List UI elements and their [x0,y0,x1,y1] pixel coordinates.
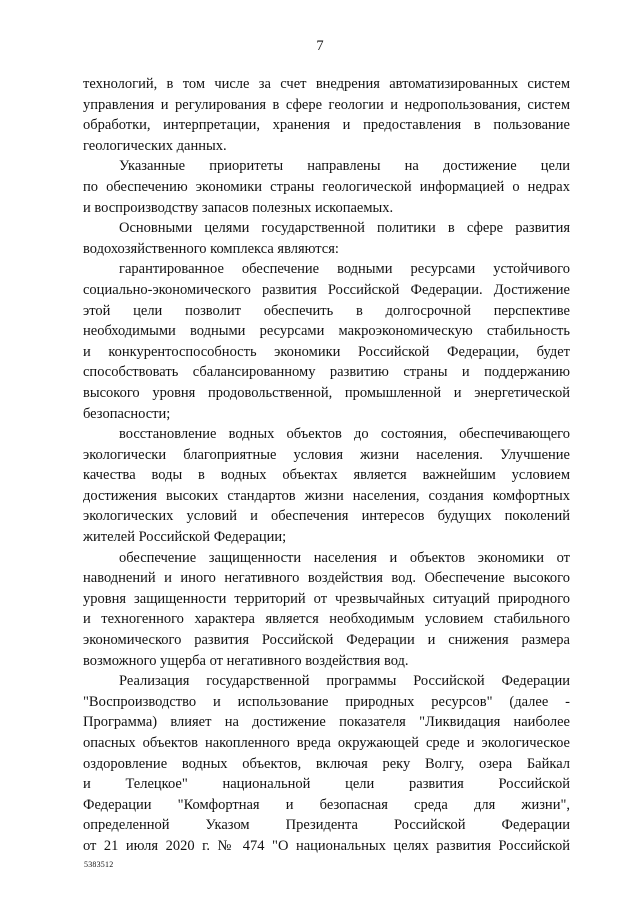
text-line: геологических данных. [83,137,227,154]
text-line: достижения высоких стандартов жизни населения, создания комфортных [83,487,570,504]
text-line: экономического развития Российской Федерации и снижения размера [83,632,570,649]
text-line: этой цели позволит обеспечить в долгосрочной перспективе [83,302,570,319]
text-line: Федерации "Комфортная и безопасная среда для жизни", [83,796,570,813]
text-line: и техногенного характера является необходимым условием стабильного [83,611,570,628]
text-line: высокого уровня продовольственной, промышленной и энергетической [83,384,570,401]
text-line: и Телецкое" национальной цели развития Российской [83,776,570,793]
paragraph [83,424,570,548]
page-number: 7 [316,38,324,54]
paragraph [83,671,570,856]
paragraph [83,548,570,672]
text-line: восстановление водных объектов до состояния, обеспечивающего [119,426,570,443]
document-id: 5383512 [84,860,114,869]
paragraph [83,156,570,218]
text-line: и воспроизводству запасов полезных ископаемых. [83,199,394,216]
paragraph [83,218,570,259]
text-line: социально-экономического развития Российской Федерации. Достижение [83,281,570,298]
paragraph [83,74,570,156]
document-body [83,74,570,857]
text-line: необходимыми водными ресурсами макроэкономическую стабильность [83,323,570,340]
text-line: способствовать сбалансированному развитию страны и поддержанию [83,364,570,381]
text-line: экологически благоприятные условия жизни населения. Улучшение [83,446,570,463]
text-line: Основными целями государственной политики в сфере развития [119,220,570,237]
text-line: обработки, интерпретации, хранения и предоставления в пользование [83,117,570,134]
text-line: технологий, в том числе за счет внедрения автоматизированных систем [83,76,570,92]
text-line: возможного ущерба от негативного воздействия вод. [83,652,409,669]
text-line: Реализация государственной программы Российской Федерации [119,673,570,690]
text-line: "Воспроизводство и использование природных ресурсов" (далее - [83,693,570,710]
text-line: качества воды в водных объектах является важнейшим условием [83,467,570,484]
text-line: управления и регулирования в сфере геологии и недропользования, систем [83,96,570,113]
text-line: наводнений и иного негативного воздействия вод. Обеспечение высокого [83,570,570,587]
text-line: Указанные приоритеты направлены на достижение цели [119,158,570,175]
text-line: гарантированное обеспечение водными ресурсами устойчивого [119,261,570,278]
paragraph [83,259,570,424]
text-line: Программа) влияет на достижение показателя "Ликвидация наиболее [83,714,570,731]
text-line: безопасности; [83,405,171,422]
text-line: уровня защищенности территорий от чрезвычайных ситуаций природного [83,590,570,607]
text-line: водохозяйственного комплекса являются: [83,240,339,257]
text-line: по обеспечению экономики страны геологической информацией о недрах [83,178,570,195]
text-line: и конкурентоспособность экономики Российской Федерации, будет [83,343,570,360]
text-line: обеспечение защищенности населения и объектов экономики от [119,549,570,566]
text-line: экологических условий и обеспечения интересов будущих поколений [83,508,570,525]
text-line: оздоровление водных объектов, включая реку Волгу, озера Байкал [83,755,570,772]
text-line: от 21 июля 2020 г. № 474 "О национальных целях развития Российской [83,837,570,854]
text-line: жителей Российской Федерации; [83,529,287,546]
text-line: опасных объектов накопленного вреда окружающей среде и экологическое [83,735,570,751]
text-line: определенной Указом Президента Российской Федерации [83,817,570,834]
